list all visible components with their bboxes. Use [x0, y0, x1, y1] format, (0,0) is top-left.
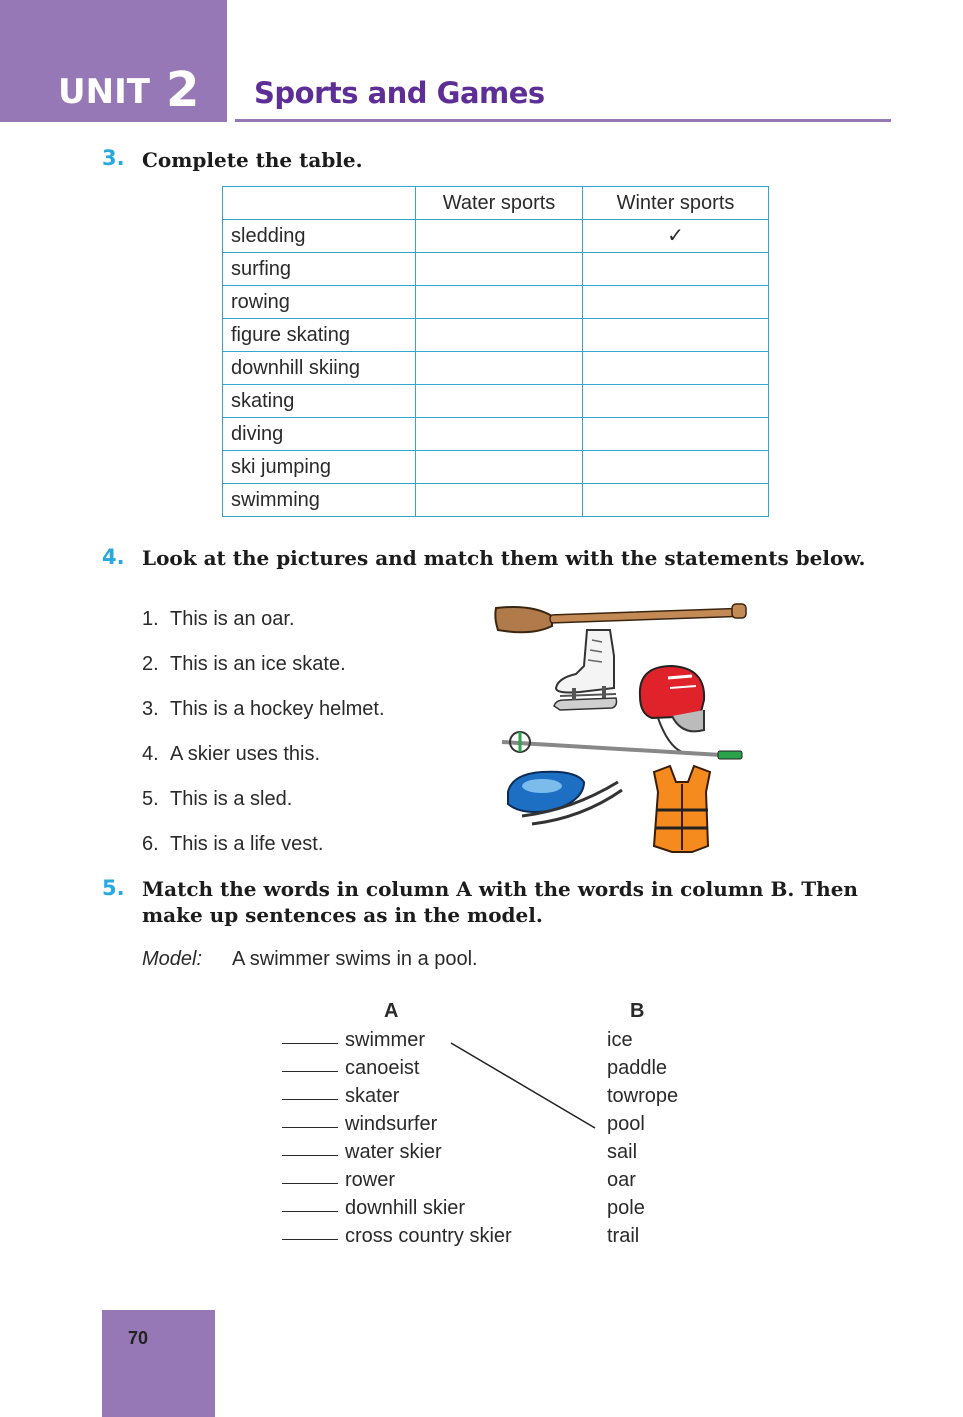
model-label: Model: [142, 948, 203, 970]
table-header-cell [223, 187, 416, 220]
water-cell[interactable] [416, 484, 583, 517]
sports-table [222, 186, 769, 517]
model-sentence: A swimmer swims in a pool. [232, 948, 478, 970]
statement-number: 2. [142, 653, 159, 675]
table-header-cell: Winter sports [583, 187, 769, 220]
table-row [223, 352, 769, 385]
winter-cell[interactable] [583, 352, 769, 385]
answer-blank[interactable] [282, 1043, 338, 1044]
sport-name: figure skating [223, 319, 416, 352]
exercise-3-instruction: Complete the table. [142, 148, 363, 172]
water-cell[interactable] [416, 352, 583, 385]
sport-name: sledding [223, 220, 416, 253]
column-b-word: pole [607, 1197, 645, 1219]
column-a-word: windsurfer [345, 1113, 438, 1135]
statement-item [142, 653, 346, 676]
title-underline [235, 119, 891, 122]
column-a-item [282, 1169, 395, 1192]
water-cell[interactable] [416, 319, 583, 352]
exercise-4-number: 4. [102, 545, 125, 569]
answer-blank[interactable] [282, 1155, 338, 1156]
column-b-header: B [630, 1000, 645, 1022]
statement-text: This is an ice skate. [170, 653, 346, 675]
sport-name: skating [223, 385, 416, 418]
column-b-word: paddle [607, 1057, 668, 1079]
sport-name: ski jumping [223, 451, 416, 484]
winter-cell[interactable] [583, 286, 769, 319]
sport-name: surfing [223, 253, 416, 286]
life-vest-icon [654, 766, 710, 852]
statement-number: 4. [142, 743, 159, 765]
water-cell[interactable] [416, 286, 583, 319]
column-a-item [282, 1113, 437, 1136]
column-a-word: swimmer [345, 1029, 425, 1051]
column-a-word: rower [345, 1169, 396, 1191]
statement-item [142, 608, 295, 631]
winter-cell[interactable] [583, 418, 769, 451]
table-row [223, 451, 769, 484]
answer-blank[interactable] [282, 1211, 338, 1212]
statement-number: 1. [142, 608, 159, 630]
exercise-5-instruction-line2: make up sentences as in the model. [142, 903, 543, 927]
column-a-word: water skier [345, 1141, 442, 1163]
statement-text: This is a sled. [170, 788, 293, 810]
column-a-word: downhill skier [345, 1197, 466, 1219]
water-cell[interactable] [416, 253, 583, 286]
column-a-word: skater [345, 1085, 400, 1107]
table-header-row [223, 187, 769, 220]
column-a-item [282, 1225, 512, 1248]
table-row [223, 319, 769, 352]
unit-label: UNIT [58, 72, 150, 112]
hockey-helmet-icon [640, 666, 704, 752]
statement-item [142, 698, 385, 721]
statement-text: This is an oar. [170, 608, 295, 630]
sport-name: swimming [223, 484, 416, 517]
water-cell[interactable] [416, 418, 583, 451]
column-b-word: ice [607, 1029, 633, 1051]
unit-number: 2 [166, 62, 200, 118]
statement-text: This is a life vest. [170, 833, 324, 855]
statement-number: 5. [142, 788, 159, 810]
column-a-word: cross country skier [345, 1225, 512, 1247]
exercise-4-instruction: Look at the pictures and match them with the statements below. [142, 546, 866, 570]
column-a-item [282, 1029, 425, 1052]
answer-blank[interactable] [282, 1099, 338, 1100]
sport-name: downhill skiing [223, 352, 416, 385]
table-row [223, 253, 769, 286]
answer-blank[interactable] [282, 1183, 338, 1184]
ice-skate-icon [554, 630, 617, 710]
statement-item [142, 743, 320, 766]
exercise-3-number: 3. [102, 146, 125, 170]
column-b-word: towrope [607, 1085, 679, 1107]
column-a-item [282, 1085, 399, 1108]
table-row [223, 385, 769, 418]
answer-blank[interactable] [282, 1127, 338, 1128]
page-number: 70 [128, 1328, 149, 1348]
winter-cell[interactable] [583, 484, 769, 517]
table-row [223, 286, 769, 319]
statement-text: This is a hockey helmet. [170, 698, 385, 720]
water-cell[interactable] [416, 451, 583, 484]
answer-blank[interactable] [282, 1071, 338, 1072]
exercise-5-instruction-line1: Match the words in column A with the words in column B. Then [142, 877, 858, 901]
water-cell[interactable] [416, 385, 583, 418]
winter-cell[interactable] [583, 253, 769, 286]
sport-name: rowing [223, 286, 416, 319]
column-b-word: trail [607, 1225, 640, 1247]
column-b-word: oar [607, 1169, 636, 1191]
water-cell[interactable] [416, 220, 583, 253]
statement-item [142, 833, 323, 856]
column-a-item [282, 1197, 465, 1220]
sport-name: diving [223, 418, 416, 451]
sled-icon [508, 772, 622, 824]
statement-number: 6. [142, 833, 159, 855]
sports-equipment-illustration [492, 596, 750, 860]
statement-text: A skier uses this. [170, 743, 321, 765]
winter-cell[interactable]: ✓ [583, 220, 769, 253]
winter-cell[interactable] [583, 319, 769, 352]
winter-cell[interactable] [583, 451, 769, 484]
column-a-item [282, 1057, 420, 1080]
table-row [223, 418, 769, 451]
page-number-box [102, 1310, 215, 1417]
table-row [223, 484, 769, 517]
winter-cell[interactable] [583, 385, 769, 418]
ski-pole-icon [502, 732, 742, 759]
oar-icon [495, 604, 746, 632]
answer-blank[interactable] [282, 1239, 338, 1240]
column-b-word: sail [607, 1141, 638, 1163]
column-b-word: pool [607, 1113, 645, 1135]
statement-item [142, 788, 292, 811]
page-title: Sports and Games [254, 76, 545, 110]
statement-number: 3. [142, 698, 159, 720]
column-a-item [282, 1141, 442, 1164]
table-row [223, 220, 769, 253]
column-a-word: canoeist [345, 1057, 420, 1079]
table-header-cell: Water sports [416, 187, 583, 220]
exercise-5-number: 5. [102, 876, 125, 900]
column-a-header: A [384, 1000, 399, 1022]
